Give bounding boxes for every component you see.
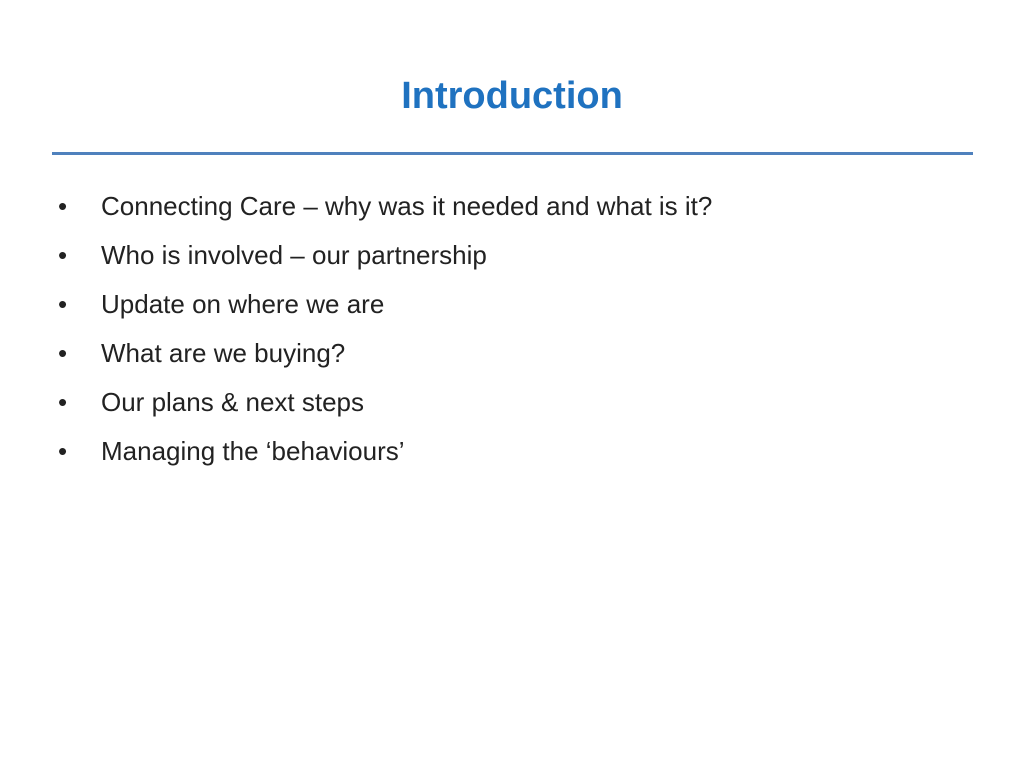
bullet-text: Connecting Care – why was it needed and what is it? bbox=[101, 191, 713, 221]
bullet-list bbox=[58, 182, 958, 476]
bullet-text: Our plans & next steps bbox=[101, 387, 365, 417]
list-item bbox=[58, 378, 958, 427]
bullet-icon: • bbox=[58, 289, 68, 319]
bullet-text: What are we buying? bbox=[101, 338, 346, 368]
list-item bbox=[58, 182, 958, 231]
bullet-text: Who is involved – our partnership bbox=[101, 240, 487, 270]
slide-title: Introduction bbox=[401, 75, 623, 117]
list-item bbox=[58, 280, 958, 329]
list-item bbox=[58, 329, 958, 378]
bullet-icon: • bbox=[58, 338, 68, 368]
bullet-icon: • bbox=[58, 436, 68, 466]
bullet-icon: • bbox=[58, 387, 68, 417]
bullet-icon: • bbox=[58, 240, 68, 270]
list-item bbox=[58, 427, 958, 476]
list-item bbox=[58, 231, 958, 280]
bullet-text: Managing the ‘behaviours’ bbox=[101, 436, 405, 466]
bullet-icon: • bbox=[58, 191, 68, 221]
title-divider bbox=[52, 152, 973, 155]
bullet-text: Update on where we are bbox=[101, 289, 385, 319]
